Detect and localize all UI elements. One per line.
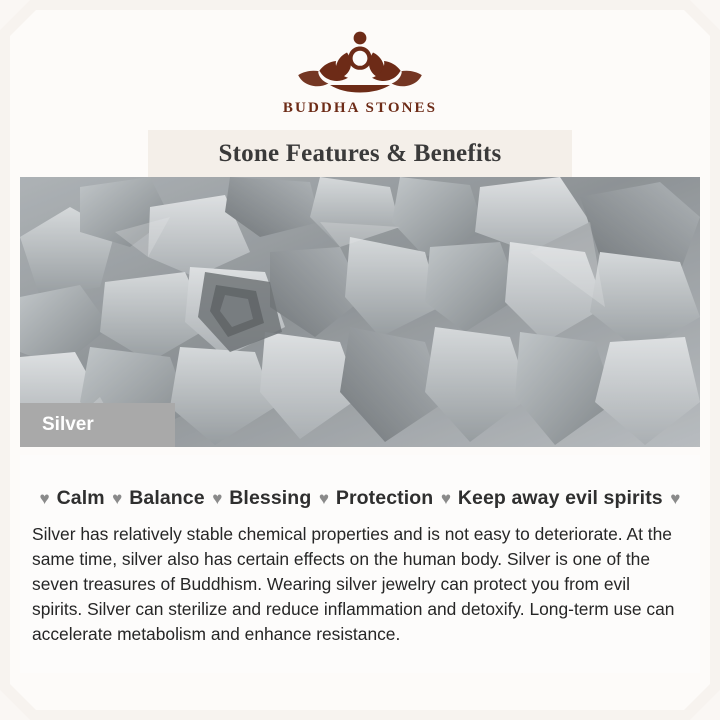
heart-icon: ♥ <box>39 489 55 508</box>
stone-name: Silver <box>42 414 94 435</box>
heart-icon: ♥ <box>318 489 334 508</box>
description-text: Silver has relatively stable chemical properties and is not easy to deteriorate. At the same time, silver also has certain effects on the human body. Silver is one of the seven treasures of Buddhism. Wearing silver jewelry can protect you from evil spirits. Silver can sterilize and reduce inflammation and detoxify. Long-term use can accelerate metabolism and enhance resistance. <box>32 524 675 644</box>
keyword: Blessing <box>229 487 317 509</box>
keywords-line <box>20 487 700 510</box>
benefits-panel <box>20 455 700 673</box>
brand-name: BUDDHA STONES <box>282 100 438 116</box>
keyword: Protection <box>335 487 439 509</box>
heart-icon: ♥ <box>670 489 681 508</box>
stone-name-label <box>20 403 175 447</box>
heart-icon: ♥ <box>212 489 228 508</box>
heart-icon: ♥ <box>440 489 456 508</box>
lotus-buddha-icon <box>285 22 435 96</box>
brand-logo <box>0 22 720 117</box>
keyword: Keep away evil spirits <box>457 487 669 509</box>
page-title: Stone Features & Benefits <box>218 139 502 167</box>
keyword: Calm <box>56 487 111 509</box>
title-band <box>148 130 572 177</box>
keyword: Balance <box>129 487 211 509</box>
heart-icon: ♥ <box>112 489 128 508</box>
